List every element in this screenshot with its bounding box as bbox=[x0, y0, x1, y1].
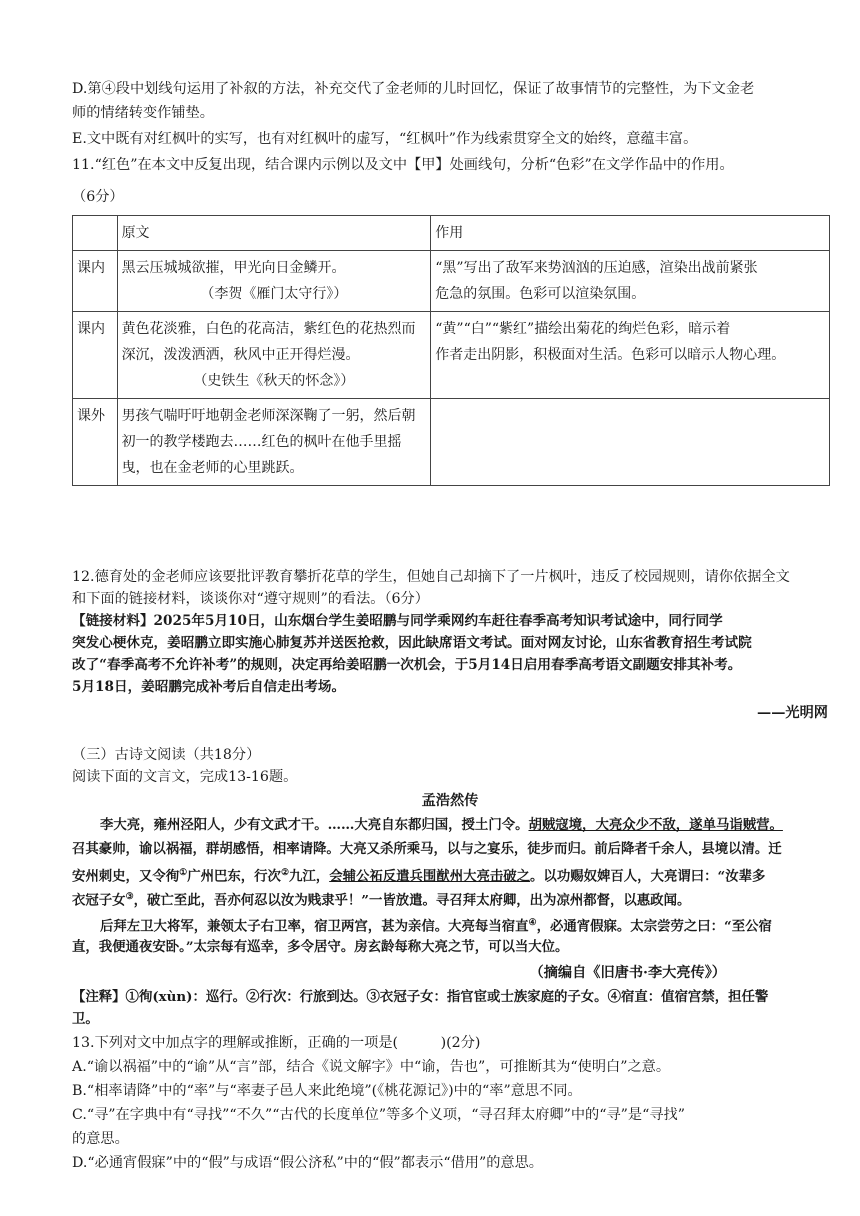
table-header-cell bbox=[73, 216, 118, 251]
question-11-stem: 11.“红色”在本文中反复出现，结合课内示例以及文中【甲】处画线句，分析“色彩”在文学作品中的作用。 bbox=[72, 157, 734, 173]
original-text: 深沉，泼泼洒洒，秋风中正开得烂漫。 bbox=[121, 347, 360, 363]
footnote-marker: ④ bbox=[528, 918, 537, 928]
section-instruction: 阅读下面的文言文，完成13-16题。 bbox=[72, 769, 298, 785]
row-original bbox=[117, 251, 431, 312]
passage-p1-line4: 衣冠子女③，破亡至此，吾亦何忍以汝为贱隶乎！”一皆放遣。寻召拜太府卿，出为凉州都督，以惠政闻。 bbox=[72, 892, 691, 909]
question-13-option-a: A.“谕以祸福”中的“谕”从“言”部，结合《说文解字》中“谕，告也”，可推断其为“使明白”之意。 bbox=[72, 1059, 671, 1075]
footnote-marker: ② bbox=[280, 868, 290, 878]
original-text: 黑云压城城欲摧，甲光向日金鳞开。 bbox=[121, 260, 346, 276]
link-material-source: ——光明网 bbox=[757, 705, 828, 721]
original-source: （李贺《雁门太守行》） bbox=[200, 286, 348, 302]
question-13-option-c-line1: C.“寻”在字典中有“寻找”“不久”“古代的长度单位”等多个义项，“寻召拜太府卿”中的“寻”是“寻找” bbox=[72, 1107, 685, 1123]
table-header-effect: 作用 bbox=[431, 216, 830, 251]
question-13-option-d: D.“必通宵假寐”中的“假”与成语“假公济私”中的“假”都表示“借用”的意思。 bbox=[72, 1155, 543, 1171]
section-heading: （三）古诗文阅读（共18分） bbox=[72, 747, 261, 763]
table-header-row bbox=[73, 216, 830, 251]
passage-p2-line1: 后拜左卫大将军，兼领太子右卫率，宿卫两宫，甚为亲信。大亮每当宿直④，必通宵假寐。太宗尝劳之曰：“至公宿 bbox=[100, 918, 772, 935]
original-text: 曳，也在金老师的心里跳跃。 bbox=[121, 460, 304, 476]
question-13-stem: 13.下列对文中加点字的理解或推断，正确的一项是( )(2分) bbox=[72, 1035, 481, 1051]
passage-p2-line2: 直，我便通夜安卧。”太宗每有巡幸，多令居守。房玄龄每称大亮之节，可以当大位。 bbox=[72, 939, 569, 955]
notes-line1: 【注释】①徇(xùn)：巡行。②行次：行旅到达。③衣冠子女：指官宦或士族家庭的子女。④宿直：值宿宫禁，担任警 bbox=[72, 989, 769, 1005]
row-type: 课内 bbox=[73, 251, 118, 312]
question-13-option-c-line2: 的意思。 bbox=[72, 1131, 129, 1147]
original-text: 初一的教学楼跑去……红色的枫叶在他手里摇 bbox=[121, 434, 402, 450]
original-text: 黄色花淡雅，白色的花高洁，紫红色的花热烈而 bbox=[121, 321, 416, 337]
row-effect bbox=[431, 312, 830, 399]
question-12-line2: 和下面的链接材料，谈谈你对“遵守规则”的看法。（6分） bbox=[72, 591, 429, 607]
row-type: 课内 bbox=[73, 312, 118, 399]
underlined-sentence: 胡贼寇境，大亮众少不敌，遂单马诣贼营。 bbox=[528, 817, 783, 833]
question-11-score: （6分） bbox=[72, 189, 124, 205]
passage-p1-line1: 李大亮，雍州泾阳人，少有文武才干。……大亮自东都归国，授土门令。胡贼寇境，大亮众少不敌，遂单马诣贼营。 bbox=[100, 817, 783, 833]
original-text: 男孩气喘吁吁地朝金老师深深鞠了一躬，然后朝 bbox=[121, 408, 416, 424]
option-d-line2: 师的情绪转变作铺垫。 bbox=[72, 105, 214, 121]
effect-text: “黄”“白”“紫红”描绘出菊花的绚烂色彩，暗示着 bbox=[435, 321, 731, 337]
passage-title: 孟浩然传 bbox=[421, 793, 479, 809]
link-material-line3: 改了“春季高考不允许补考”的规则，决定再给姜昭鹏一次机会，于5月14日启用春季高考语文副题安排其补考。 bbox=[72, 657, 742, 673]
link-material-line2: 突发心梗休克，姜昭鹏立即实施心肺复苏并送医抢救，因此缺席语文考试。面对网友讨论，山东省教育招生考试院 bbox=[72, 635, 752, 651]
passage-p1-line2: 召其豪帅，谕以祸福，群胡感悟，相率请降。大亮又杀所乘马，以与之宴乐，徒步而归。前后降者千余人，县境以清。迁 bbox=[72, 841, 782, 857]
link-material-line1: 【链接材料】2025年5月10日，山东烟台学生姜昭鹏与同学乘网约车赶往春季高考知识考试途中，同行同学 bbox=[72, 613, 723, 629]
row-effect bbox=[431, 251, 830, 312]
option-e: E.文中既有对红枫叶的实写，也有对红枫叶的虚写，“红枫叶”作为线索贯穿全文的始终，意蕴丰富。 bbox=[72, 131, 698, 147]
passage-source: （摘编自《旧唐书·李大亮传》） bbox=[529, 965, 726, 981]
row-original bbox=[117, 399, 431, 486]
row-original bbox=[117, 312, 431, 399]
effect-text: 危急的氛围。色彩可以渲染氛围。 bbox=[435, 286, 646, 302]
question-13-option-b: B.“相率请降”中的“率”与“率妻子邑人来此绝境”(《桃花源记》)中的“率”意思不同。 bbox=[72, 1083, 582, 1099]
passage-p1-line3: 安州刺史，又令徇①广州巴东，行次②九江，会辅公祏反遣兵围猷州大亮击破之。以功赐奴婢百人，大亮谓曰：“汝辈多 bbox=[72, 868, 766, 885]
footnote-marker: ③ bbox=[125, 892, 134, 902]
table-header-original: 原文 bbox=[117, 216, 431, 251]
notes-line2: 卫。 bbox=[72, 1011, 99, 1027]
underlined-sentence: 会辅公祏反遣兵围猷州大亮击破之 bbox=[329, 868, 531, 885]
link-material-line4: 5月18日，姜昭鹏完成补考后自信走出考场。 bbox=[72, 679, 346, 695]
original-source: （史铁生《秋天的怀念》） bbox=[193, 373, 355, 389]
table-row bbox=[73, 251, 830, 312]
footnote-marker: ① bbox=[179, 868, 188, 878]
answer-blank-cell[interactable] bbox=[431, 399, 830, 486]
color-analysis-table bbox=[72, 215, 830, 486]
effect-text: “黑”写出了敌军来势汹汹的压迫感，渲染出战前紧张 bbox=[435, 260, 758, 276]
table-row bbox=[73, 399, 830, 486]
row-type: 课外 bbox=[73, 399, 118, 486]
option-d-line1: D.第④段中划线句运用了补叙的方法，补充交代了金老师的儿时回忆，保证了故事情节的完整性，为下文金老 bbox=[72, 81, 755, 97]
effect-text: 作者走出阴影，积极面对生活。色彩可以暗示人物心理。 bbox=[435, 347, 786, 363]
question-12-line1: 12.德育处的金老师应该要批评教育攀折花草的学生，但她自己却摘下了一片枫叶，违反了校园规则，请你依据全文 bbox=[72, 569, 790, 585]
table-row bbox=[73, 312, 830, 399]
